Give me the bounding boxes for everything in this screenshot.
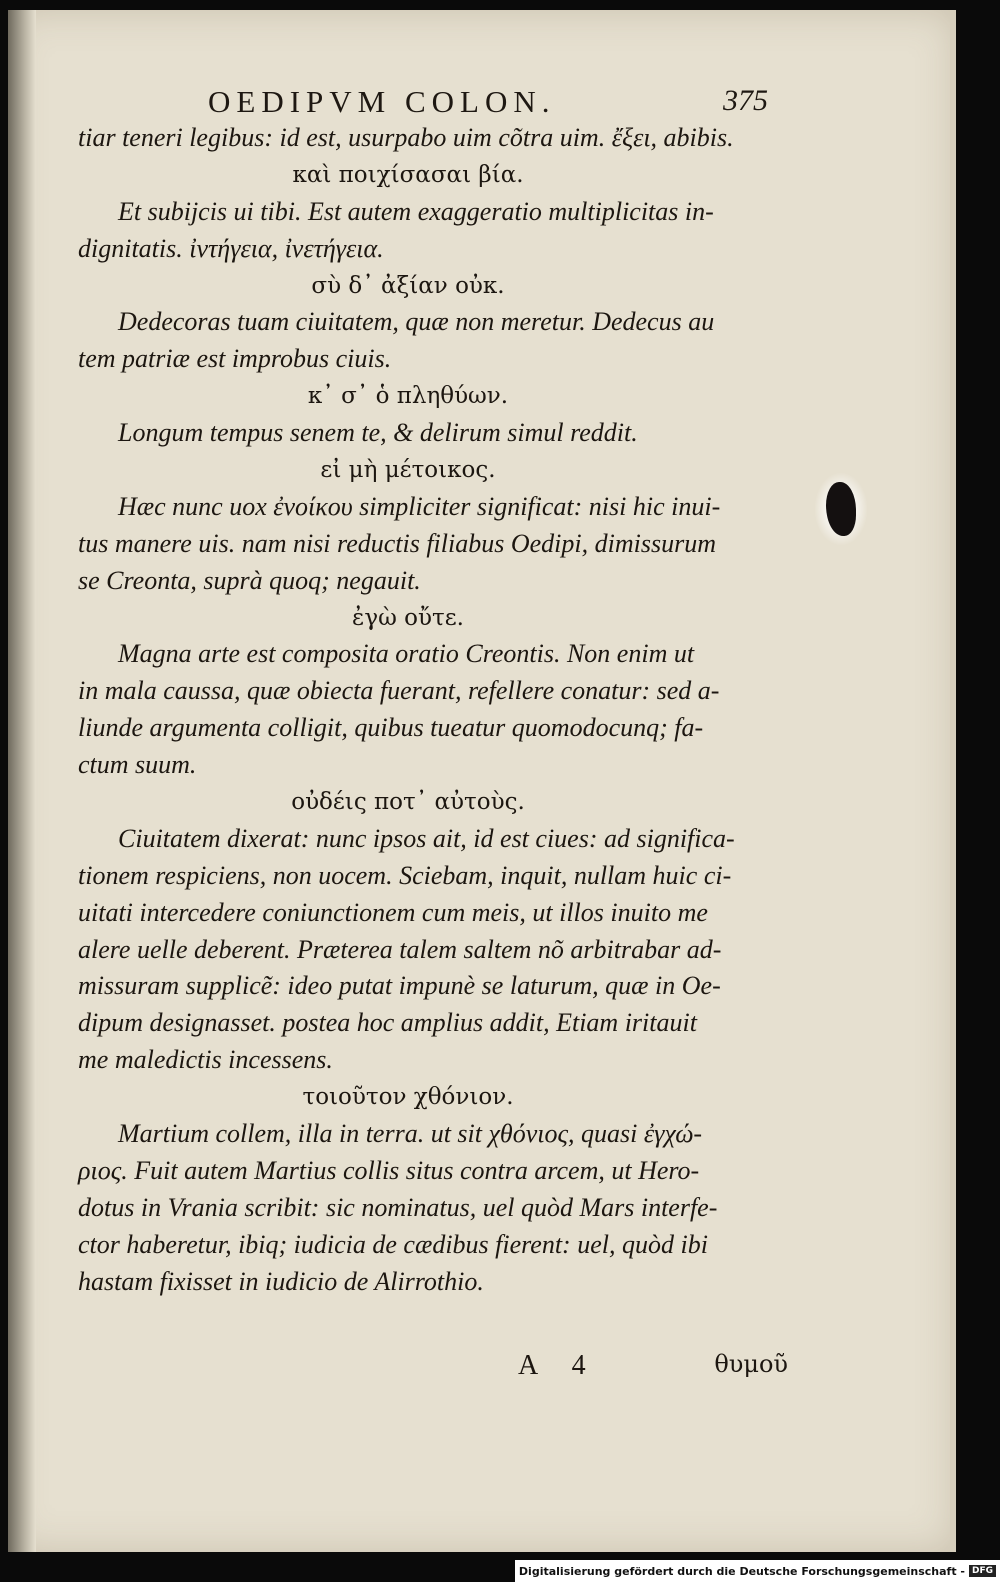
book-page <box>8 10 956 1552</box>
page-edge <box>950 10 956 1552</box>
greek-lemma-line: καὶ ποιχίσασαι βία. <box>292 161 524 188</box>
text-line: uitati intercedere coniunctionem cum meis, ut illos inuito me <box>78 897 708 927</box>
text-line: Longum tempus senem te, & delirum simul reddit. <box>118 418 638 448</box>
text-line: tus manere uis. nam nisi reductis filiabus Oedipi, dimissurum <box>78 528 716 558</box>
greek-lemma-line: τοιοῦτον χθόνιον. <box>302 1084 514 1111</box>
text-line: Martium collem, illa in terra. ut sit χθόνιος, quasi ἐγχώ- <box>118 1119 703 1149</box>
text-line: liunde argumenta colligit, quibus tueatur quomodocunq; fa- <box>78 713 704 743</box>
greek-lemma-line: κ᾽ σ᾽ ὁ πληθύων. <box>307 383 509 410</box>
greek-lemma-line: σὺ δ᾽ ἀξίαν οὐκ. <box>311 272 505 299</box>
text-line: ctum suum. <box>78 750 197 780</box>
page-gutter <box>8 10 36 1552</box>
text-line: Ciuitatem dixerat: nunc ipsos ait, id est ciues: ad significa- <box>118 823 735 853</box>
text-line: tionem respiciens, non uocem. Sciebam, inquit, nullam huic ci- <box>78 860 732 890</box>
greek-lemma-line: ἐγὼ οὔτε. <box>352 604 464 631</box>
greek-lemma-line: οὐδέις ποτ᾽ αὐτοὺς. <box>291 789 525 816</box>
text-line: Et subijcis ui tibi. Est autem exaggeratio multiplicitas in- <box>118 196 714 226</box>
text-line: in mala caussa, quæ obiecta fuerant, refellere conatur: sed a- <box>78 676 720 706</box>
text-line: ριος. Fuit autem Martius collis situs contra arcem, ut Hero- <box>78 1155 700 1185</box>
text-block <box>78 120 778 1301</box>
signature-mark: A 4 <box>518 1350 600 1381</box>
text-line: dotus in Vrania scribit: sic nominatus, uel quòd Mars interfe- <box>78 1192 718 1222</box>
text-line: hastam fixisset in iudicio de Alirrothio. <box>78 1266 484 1296</box>
page-number: 375 <box>723 84 768 117</box>
text-line: ctor haberetur, ibiq; iudicia de cædibus fierent: uel, quòd ibi <box>78 1229 708 1259</box>
text-line: Dedecoras tuam ciuitatem, quæ non meretur. Dedecus au <box>118 307 715 337</box>
page-footer-marks <box>518 1350 788 1390</box>
text-line: Hæc nunc uox ἐνοίκου simpliciter significat: nisi hic inui- <box>118 491 721 521</box>
text-line: tiar teneri legibus: id est, usurpabo uim cõtra uim. ἔξει, abibis. <box>78 123 734 152</box>
text-line: missuram supplicẽ: ideo putat impunè se laturum, quæ in Oe- <box>78 971 721 1001</box>
text-line: tem patriæ est improbus ciuis. <box>78 344 392 374</box>
greek-lemma-line: εἰ μὴ μέτοικος. <box>320 457 496 484</box>
catchword: θυμοῦ <box>714 1350 788 1378</box>
text-line: se Creonta, suprà quoq; negauit. <box>78 565 421 595</box>
text-line: dipum designasset. postea hoc amplius addit, Etiam iritauit <box>78 1008 697 1038</box>
text-line: alere uelle deberent. Præterea talem saltem nõ arbitrabar ad- <box>78 934 722 964</box>
text-line: dignitatis. ἰντήγεια, ἰνετήγεια. <box>78 233 384 263</box>
text-line: me maledictis incessens. <box>78 1045 333 1075</box>
running-title: OEDIPVM COLON. <box>208 84 556 119</box>
credit-text: Digitalisierung gefördert durch die Deutsche Forschungsgemeinschaft - <box>518 1564 965 1578</box>
dfg-logo: DFG <box>969 1565 996 1577</box>
digitization-credit <box>515 1560 1000 1582</box>
text-line: Magna arte est composita oratio Creontis. Non enim ut <box>118 639 695 669</box>
